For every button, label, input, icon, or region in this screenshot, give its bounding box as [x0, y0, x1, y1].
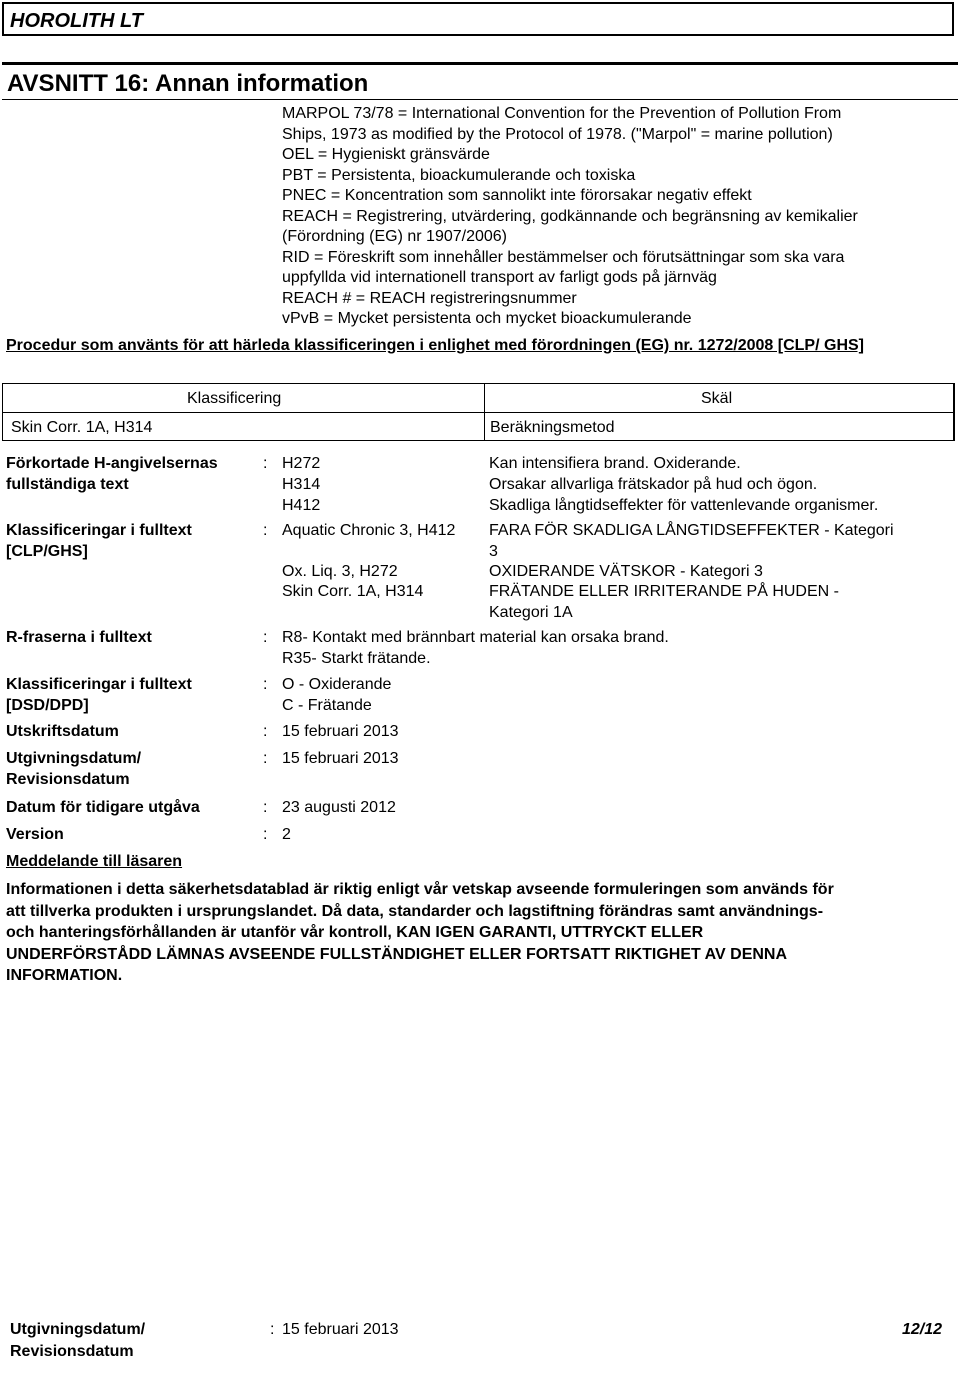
r-phrase: R35- Starkt frätande.: [282, 650, 431, 667]
field-separator: :: [263, 723, 268, 740]
field-separator: :: [263, 676, 268, 693]
dsd-line: O - Oxiderande: [282, 676, 392, 693]
h-text: Skadliga långtidseffekter för vattenlevande organismer.: [489, 497, 879, 514]
procedure-heading: Procedur som använts för att härleda klassificeringen i enlighet med förordningen (EG) nr. 1272/2008 [CLP/ GHS]: [6, 337, 864, 354]
table-header-reason: Skäl: [701, 390, 733, 407]
table-cell-class-value: Skin Corr. 1A, H314: [11, 419, 153, 436]
version-value: 2: [282, 826, 291, 843]
issue-date-label: Revisionsdatum: [6, 771, 130, 788]
field-separator: :: [263, 522, 268, 539]
clp-text: Kategori 1A: [489, 604, 573, 621]
field-separator: :: [263, 826, 268, 843]
notice-line: UNDERFÖRSTÅDD LÄMNAS AVSEENDE FULLSTÄNDIGHET ELLER FORTSATT RIKTIGHET AV DENNA: [6, 945, 788, 963]
field-separator: :: [263, 629, 268, 646]
clp-text: 3: [489, 543, 498, 560]
abbreviation-line: Ships, 1973 as modified by the Protocol of 1978. ("Marpol" = marine pollution): [282, 125, 833, 143]
clp-text: FRÄTANDE ELLER IRRITERANDE PÅ HUDEN -: [489, 583, 839, 600]
field-separator: :: [263, 455, 268, 472]
notice-line: och hanteringsförhållanden är utanför vår kontroll, KAN IGEN GARANTI, UTTRYCKT ELLER: [6, 924, 704, 941]
field-separator: :: [263, 799, 268, 816]
notice-label: Meddelande till läsaren: [6, 853, 183, 870]
document-header: [2, 2, 954, 36]
footer-issue-label: Revisionsdatum: [10, 1343, 134, 1360]
abbreviation-line: REACH # = REACH registreringsnummer: [282, 289, 577, 307]
h-code: H412: [282, 497, 321, 514]
previous-date-value: 23 augusti 2012: [282, 799, 396, 816]
clp-code: Ox. Liq. 3, H272: [282, 563, 398, 580]
previous-date-label: Datum för tidigare utgåva: [6, 799, 200, 816]
section-header: [2, 62, 958, 100]
abbreviation-line: MARPOL 73/78 = International Convention for the Prevention of Pollution From: [282, 105, 842, 122]
footer-issue-value: 15 februari 2013: [282, 1321, 399, 1338]
dsd-classifications-label: Klassificeringar i fulltext: [6, 676, 192, 693]
field-separator: :: [270, 1321, 275, 1338]
issue-date-value: 15 februari 2013: [282, 750, 399, 767]
issue-date-label: Utgivningsdatum/: [6, 750, 142, 767]
classification-table: [2, 383, 954, 441]
table-cell-reason-value: Beräkningsmetod: [490, 419, 615, 436]
notice-line: INFORMATION.: [6, 967, 123, 984]
notice-text: [6, 879, 946, 987]
dsd-line: C - Frätande: [282, 697, 372, 714]
notice-line: Informationen i detta säkerhetsdatablad är riktig enligt vår vetskap avseende formuleringen som används för: [6, 881, 834, 898]
notice-line: att tillverka produkten i ursprungslandet. Då data, standarder och lagstiftning förändras samt användnings-: [6, 902, 824, 920]
abbreviation-line: PNEC = Koncentration som sannolikt inte förorsakar negativ effekt: [282, 187, 752, 204]
clp-classifications-label: Klassificeringar i fulltext: [6, 522, 192, 539]
print-date-label: Utskriftsdatum: [6, 723, 119, 740]
table-header-classification: Klassificering: [187, 390, 282, 407]
field-separator: :: [263, 750, 268, 767]
r-phrase: R8- Kontakt med brännbart material kan orsaka brand.: [282, 629, 669, 646]
abbreviation-line: uppfyllda vid internationell transport av farligt gods på järnväg: [282, 269, 717, 286]
product-name: HOROLITH LT: [10, 10, 143, 32]
footer-issue-label: Utgivningsdatum/: [10, 1321, 146, 1338]
h-text: Kan intensifiera brand. Oxiderande.: [489, 455, 741, 472]
clp-classifications-label: [CLP/GHS]: [6, 543, 88, 560]
abbreviation-line: vPvB = Mycket persistenta och mycket bioackumulerande: [282, 310, 692, 327]
clp-text: FARA FÖR SKADLIGA LÅNGTIDSEFFEKTER - Kategori: [489, 522, 894, 539]
version-label: Version: [6, 826, 64, 843]
h-statements-label: Förkortade H-angivelsernas: [6, 455, 218, 472]
h-text: Orsakar allvarliga frätskador på hud och ögon.: [489, 476, 818, 493]
abbreviation-line: OEL = Hygieniskt gränsvärde: [282, 146, 490, 163]
print-date-value: 15 februari 2013: [282, 723, 399, 740]
page-number: 12/12: [902, 1321, 943, 1338]
abbreviations-list: [282, 104, 942, 330]
abbreviation-line: PBT = Persistenta, bioackumulerande och toxiska: [282, 166, 636, 184]
h-statements-label: fullständiga text: [6, 476, 129, 493]
clp-code: Aquatic Chronic 3, H412: [282, 522, 456, 539]
section-title: AVSNITT 16: Annan information: [7, 70, 369, 97]
dsd-classifications-label: [DSD/DPD]: [6, 697, 89, 714]
abbreviation-line: (Förordning (EG) nr 1907/2006): [282, 228, 507, 245]
h-code: H272: [282, 455, 321, 472]
clp-text: OXIDERANDE VÄTSKOR - Kategori 3: [489, 563, 763, 580]
abbreviation-line: REACH = Registrering, utvärdering, godkännande och begränsning av kemikalier: [282, 207, 858, 225]
abbreviation-line: RID = Föreskrift som innehåller bestämmelser och förutsättningar som ska vara: [282, 248, 845, 266]
h-code: H314: [282, 476, 321, 493]
clp-code: Skin Corr. 1A, H314: [282, 583, 424, 600]
r-phrases-label: R-fraserna i fulltext: [6, 629, 152, 646]
